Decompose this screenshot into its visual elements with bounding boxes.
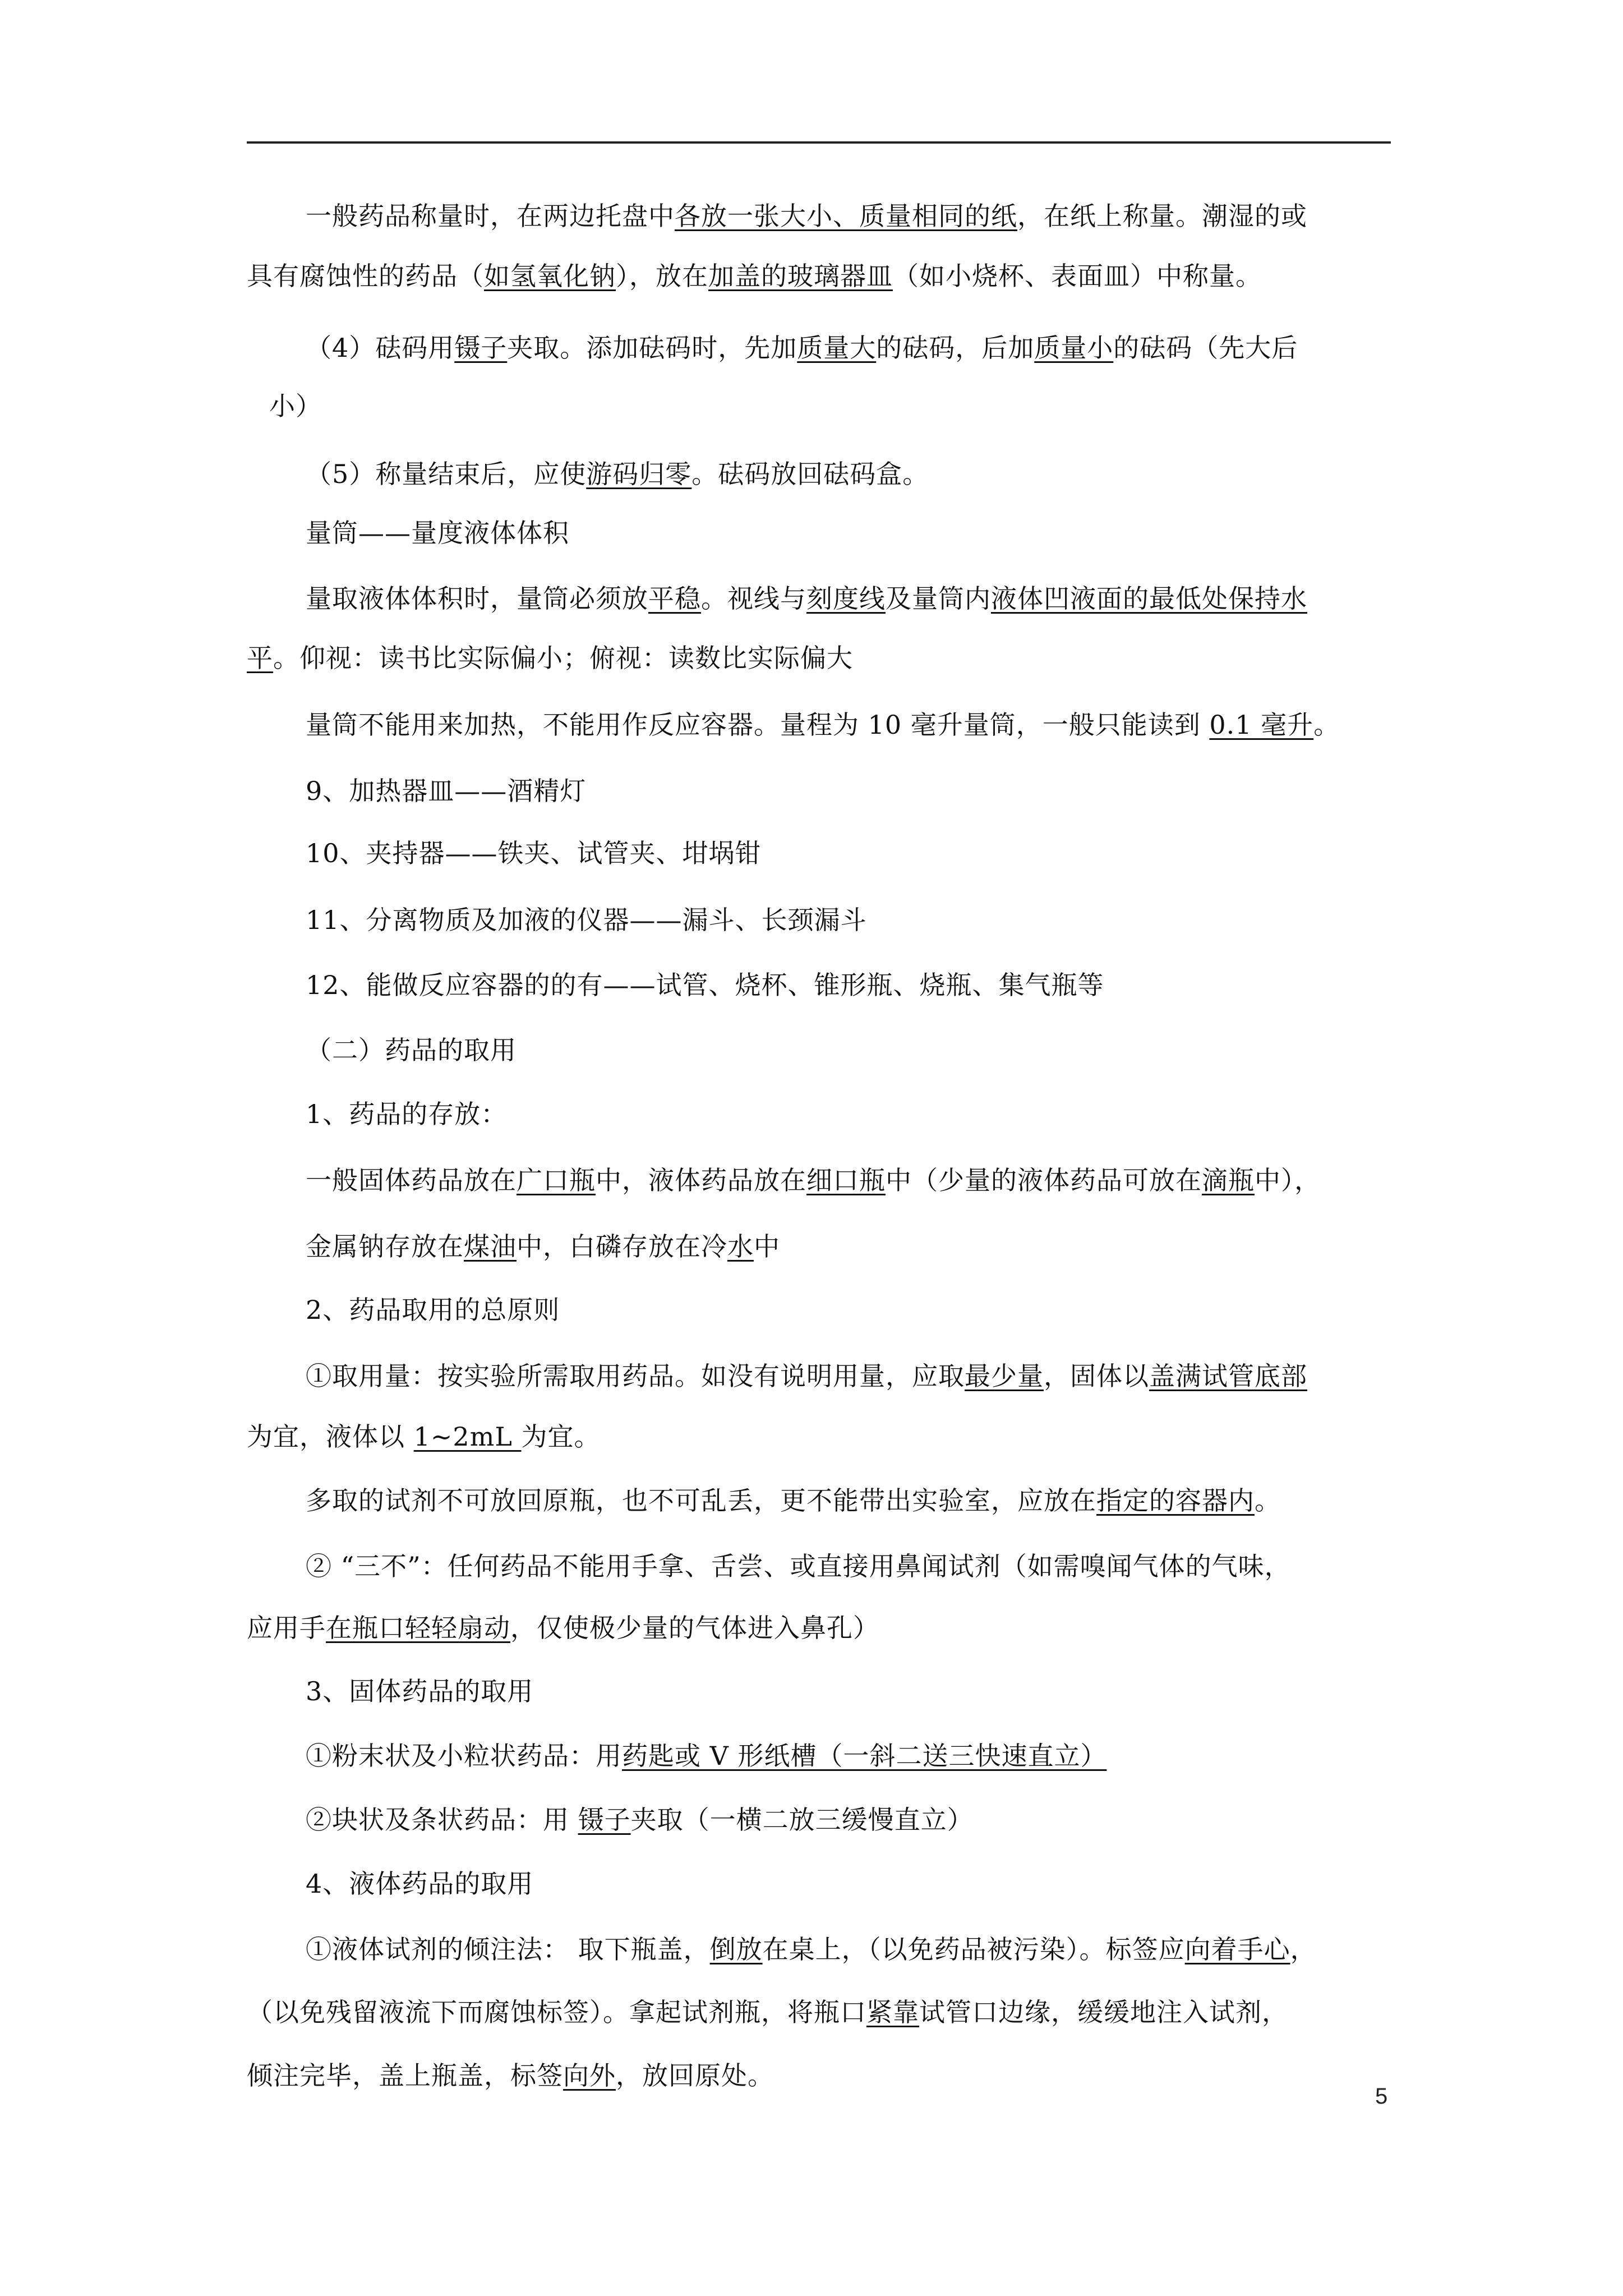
text-line xyxy=(306,1484,1281,1517)
text-segment: ②块状及条状药品：用 xyxy=(306,1805,578,1835)
text-segment: 具有腐蚀性的药品（ xyxy=(247,261,484,291)
text-segment: 倾注完毕，盖上瓶盖，标签 xyxy=(247,2060,563,2091)
text-line xyxy=(306,1230,780,1263)
text-line xyxy=(247,641,853,675)
underlined-text: 细口瓶 xyxy=(806,1165,886,1195)
underlined-text: 各放一张大小、质量相同的纸 xyxy=(675,201,1017,231)
text-segment: 多取的试剂不可放回原瓶，也不可乱丢，更不能带出实验室，应放在 xyxy=(306,1485,1096,1516)
text-segment: ，仅使极少量的气体进入鼻孔） xyxy=(510,1613,879,1643)
text-segment: 夹取。添加砝码时，先加 xyxy=(507,333,797,363)
text-segment: ② “三不”：任何药品不能用手拿、舌尝、或直接用鼻闻试剂（如需嗅闻气体的气味， xyxy=(306,1551,1291,1581)
text-segment: 12、能做反应容器的的有——试管、烧杯、锥形瓶、烧瓶、集气瓶等 xyxy=(306,970,1104,1000)
text-segment: 。视线与 xyxy=(701,583,806,614)
text-segment: 及量筒内 xyxy=(886,583,991,614)
text-segment: ①取用量：按实验所需取用药品。如没有说明用量，应取 xyxy=(306,1361,965,1391)
text-line xyxy=(306,836,762,870)
text-line xyxy=(247,259,1262,293)
text-segment: 一般药品称量时，在两边托盘中 xyxy=(306,201,675,231)
underlined-text: 1~2mL xyxy=(413,1421,522,1452)
underlined-text: 加盖的玻璃器皿 xyxy=(708,261,893,291)
text-segment: （如小烧杯、表面皿）中称量。 xyxy=(893,261,1262,291)
text-line xyxy=(306,968,1104,1002)
underlined-text: 向外 xyxy=(563,2060,616,2091)
text-segment: 。 xyxy=(1255,1485,1281,1516)
text-segment: 为宜，液体以 xyxy=(247,1421,414,1452)
underlined-text: 煤油 xyxy=(464,1231,517,1262)
underlined-text: 液体凹液面的最低处保持水 xyxy=(991,583,1307,614)
text-line xyxy=(306,582,1307,615)
text-segment: 量筒——量度液体体积 xyxy=(306,518,569,548)
text-segment: ，固体以 xyxy=(1044,1361,1149,1391)
text-segment: （二）药品的取用 xyxy=(306,1035,517,1065)
text-line xyxy=(306,1803,974,1837)
text-line xyxy=(306,774,586,808)
underlined-text: 刻度线 xyxy=(806,583,886,614)
text-line xyxy=(247,1420,601,1453)
text-segment: ，放回原处。 xyxy=(616,2060,774,2091)
underlined-text: 质量大 xyxy=(797,333,877,363)
underlined-text: 质量小 xyxy=(1034,333,1114,363)
text-segment: ①粉末状及小粒状药品：用 xyxy=(306,1741,622,1771)
text-segment: 量筒不能用来加热，不能用作反应容器。量程为 10 毫升量筒，一般只能读到 xyxy=(306,710,1210,740)
text-segment: 9、加热器皿——酒精灯 xyxy=(306,776,587,806)
text-line xyxy=(306,1867,533,1901)
text-segment: 11、分离物质及加液的仪器——漏斗、长颈漏斗 xyxy=(306,905,867,935)
text-segment: 一般固体药品放在 xyxy=(306,1165,517,1195)
text-line xyxy=(306,1932,1317,1966)
underlined-text: 滴瓶 xyxy=(1202,1165,1255,1195)
underlined-text: 水 xyxy=(727,1231,754,1262)
text-segment: （4）砝码用 xyxy=(306,333,455,363)
text-line xyxy=(247,1611,879,1645)
text-line xyxy=(306,199,1307,233)
text-line xyxy=(306,331,1298,365)
text-segment: 3、固体药品的取用 xyxy=(306,1676,534,1706)
text-segment: 1、药品的存放： xyxy=(306,1099,508,1129)
underlined-text: 平稳 xyxy=(648,583,701,614)
underlined-text: 指定的容器内 xyxy=(1096,1485,1255,1516)
text-line xyxy=(306,516,569,550)
underlined-text: 0.1 毫升 xyxy=(1209,710,1314,740)
underlined-text: 向着手心 xyxy=(1184,1934,1290,1964)
text-segment: 在桌上，（以免药品被污染）。标签应 xyxy=(762,1934,1185,1964)
text-line xyxy=(306,708,1340,742)
text-segment: 10、夹持器——铁夹、试管夹、坩埚钳 xyxy=(306,838,762,868)
text-segment: 金属钠存放在 xyxy=(306,1231,464,1262)
underlined-text: 如氢氧化钠 xyxy=(484,261,616,291)
text-segment: ，在纸上称量。潮湿的或 xyxy=(1017,201,1307,231)
text-segment: 试管口边缘，缓缓地注入试剂， xyxy=(919,1997,1288,2027)
text-segment: ①液体试剂的倾注法： 取下瓶盖， xyxy=(306,1934,710,1964)
underlined-text: 游码归零 xyxy=(586,459,692,489)
text-segment: 2、药品取用的总原则 xyxy=(306,1295,560,1325)
text-line xyxy=(306,1674,533,1708)
text-line xyxy=(269,389,322,423)
text-segment: （5）称量结束后，应使 xyxy=(306,459,587,489)
text-segment: 。仰视：读书比实际偏小；俯视：读数比实际偏大 xyxy=(273,643,853,673)
underlined-text: 镊子 xyxy=(578,1805,631,1835)
text-line xyxy=(306,1097,507,1131)
text-line xyxy=(306,1293,560,1327)
text-segment: 应用手 xyxy=(247,1613,326,1643)
text-segment: （以免残留液流下而腐蚀标签）。拿起试剂瓶，将瓶口 xyxy=(247,1997,866,2027)
text-segment: 4、液体药品的取用 xyxy=(306,1869,534,1899)
text-segment: 小） xyxy=(269,391,322,421)
page-number: 5 xyxy=(1375,2084,1388,2109)
text-line xyxy=(306,1549,1291,1583)
underlined-text: 平 xyxy=(247,643,273,673)
text-segment: 的砝码，后加 xyxy=(876,333,1035,363)
text-segment: 夹取（一横二放三缓慢直立） xyxy=(630,1805,974,1835)
header-rule xyxy=(247,141,1391,144)
underlined-text: 紧靠 xyxy=(866,1997,919,2027)
underlined-text: 广口瓶 xyxy=(517,1165,596,1195)
text-segment: 。砝码放回砝码盒。 xyxy=(691,459,929,489)
text-line xyxy=(247,2059,774,2092)
underlined-text: 在瓶口轻轻扇动 xyxy=(326,1613,510,1643)
text-segment: 。 xyxy=(1313,710,1340,740)
text-line xyxy=(306,1359,1307,1393)
underlined-text: 镊子 xyxy=(454,333,508,363)
text-segment: 为宜。 xyxy=(521,1421,601,1452)
text-segment: ），放在 xyxy=(616,261,708,291)
text-segment: 中，白磷存放在冷 xyxy=(517,1231,727,1262)
text-line xyxy=(306,457,929,491)
text-segment: 中（少量的液体药品可放在 xyxy=(886,1165,1202,1195)
text-line xyxy=(306,1163,1321,1197)
text-line xyxy=(306,1033,517,1067)
text-segment: 中）， xyxy=(1255,1165,1321,1195)
text-line xyxy=(306,1739,1106,1773)
text-segment: ， xyxy=(1290,1934,1317,1964)
text-segment: 中 xyxy=(754,1231,780,1262)
underlined-text: 盖满试管底部 xyxy=(1149,1361,1307,1391)
text-segment: 量取液体体积时，量筒必须放 xyxy=(306,583,648,614)
text-segment: 中，液体药品放在 xyxy=(596,1165,806,1195)
text-line xyxy=(247,1995,1288,2029)
text-line xyxy=(306,903,867,937)
text-segment: 的砝码（先大后 xyxy=(1113,333,1298,363)
underlined-text: 最少量 xyxy=(965,1361,1044,1391)
underlined-text: 药匙或 V 形纸槽（一斜二送三快速直立） xyxy=(622,1741,1107,1771)
underlined-text: 倒放 xyxy=(709,1934,763,1964)
